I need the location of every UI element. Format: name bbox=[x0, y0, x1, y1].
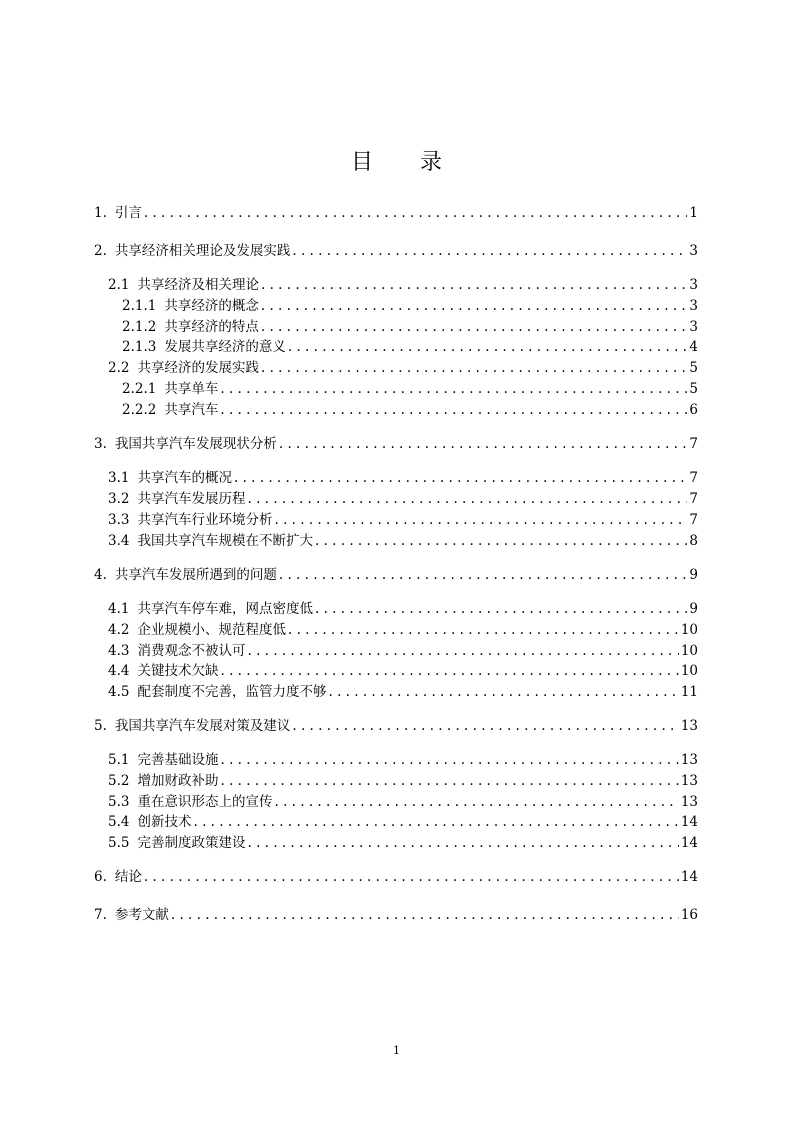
toc-entry-number: 5.4 bbox=[108, 814, 130, 830]
toc-entry-number: 7. bbox=[94, 907, 107, 923]
toc-entry[interactable] bbox=[108, 511, 698, 529]
toc-entry[interactable] bbox=[108, 793, 698, 811]
toc-entry[interactable] bbox=[108, 276, 698, 294]
toc-entry[interactable] bbox=[122, 318, 698, 336]
dot-leader bbox=[292, 242, 687, 260]
toc-entry-number: 3.1 bbox=[108, 470, 130, 486]
toc-entry[interactable] bbox=[108, 469, 698, 487]
dot-leader bbox=[144, 204, 688, 222]
toc-entry-page: 10 bbox=[680, 643, 698, 659]
dot-leader bbox=[220, 662, 678, 680]
dot-leader bbox=[288, 621, 679, 639]
toc-entry[interactable] bbox=[108, 813, 698, 831]
toc-entry[interactable] bbox=[108, 662, 698, 680]
toc-entry-title: 我国共享汽车发展对策及建议 bbox=[114, 718, 291, 734]
toc-entry-page: 13 bbox=[680, 773, 698, 789]
toc-entry-title: 完善基础设施 bbox=[137, 752, 219, 768]
toc-entry-title: 发展共享经济的意义 bbox=[164, 339, 286, 355]
toc-entry[interactable] bbox=[108, 772, 698, 790]
toc-entry-number: 3. bbox=[94, 436, 107, 452]
toc-entry-number: 1. bbox=[94, 205, 107, 221]
toc-entry[interactable] bbox=[94, 204, 698, 222]
dot-leader bbox=[261, 359, 687, 377]
toc-entry-title: 关键技术欠缺 bbox=[137, 663, 219, 679]
toc-entry[interactable] bbox=[108, 834, 698, 852]
toc-entry[interactable] bbox=[94, 435, 698, 453]
toc-entry[interactable] bbox=[108, 490, 698, 508]
toc-entry-title: 增加财政补助 bbox=[137, 773, 219, 789]
dot-leader bbox=[328, 683, 678, 701]
dot-leader bbox=[279, 566, 688, 584]
dot-leader bbox=[247, 490, 687, 508]
toc-entry[interactable] bbox=[108, 683, 698, 701]
toc-entry-title: 重在意识形态上的宣传 bbox=[137, 794, 273, 810]
dot-leader bbox=[261, 318, 688, 336]
toc-entry[interactable] bbox=[122, 297, 698, 315]
toc-entry-title: 共享经济的特点 bbox=[164, 319, 259, 335]
toc-entry-number: 4. bbox=[94, 567, 107, 583]
dot-leader bbox=[220, 401, 687, 419]
toc-entry-page: 13 bbox=[680, 794, 698, 810]
toc-entry-page: 14 bbox=[680, 835, 698, 851]
toc-entry-number: 2.1.2 bbox=[122, 319, 157, 335]
toc-entry-page: 5 bbox=[689, 360, 698, 376]
toc-entry-number: 2.1.1 bbox=[122, 298, 157, 314]
toc-entry-page: 11 bbox=[680, 684, 698, 700]
toc-entry-number: 5.5 bbox=[108, 835, 130, 851]
toc-entry-title: 参考文献 bbox=[114, 907, 169, 923]
dot-leader bbox=[315, 532, 687, 550]
dot-leader bbox=[274, 793, 678, 811]
toc-entry-number: 6. bbox=[94, 869, 107, 885]
toc-entry-number: 4.2 bbox=[108, 622, 130, 638]
toc-entry[interactable] bbox=[108, 621, 698, 639]
toc-entry-number: 4.4 bbox=[108, 663, 130, 679]
toc-entry-number: 2. bbox=[94, 243, 107, 259]
toc-entry-title: 共享经济相关理论及发展实践 bbox=[114, 243, 291, 259]
toc-entry[interactable] bbox=[122, 338, 698, 356]
dot-leader bbox=[220, 772, 678, 790]
toc-entry-number: 3.2 bbox=[108, 491, 130, 507]
dot-leader bbox=[220, 751, 678, 769]
toc-entry-page: 10 bbox=[680, 663, 698, 679]
dot-leader bbox=[247, 834, 678, 852]
dot-leader bbox=[261, 297, 688, 315]
toc-entry-number: 2.2 bbox=[108, 360, 130, 376]
dot-leader bbox=[144, 868, 679, 886]
dot-leader bbox=[274, 511, 687, 529]
toc-entry-title: 共享汽车 bbox=[164, 402, 219, 418]
toc-entry-title: 共享经济的发展实践 bbox=[137, 360, 259, 376]
toc-entry-page: 7 bbox=[689, 512, 698, 528]
toc-entry-title: 结论 bbox=[114, 869, 142, 885]
toc-entry-page: 8 bbox=[689, 533, 698, 549]
toc-entry-title: 完善制度政策建设 bbox=[137, 835, 246, 851]
dot-leader bbox=[315, 600, 687, 618]
toc-entry-page: 7 bbox=[689, 470, 698, 486]
toc-entry-page: 14 bbox=[680, 814, 698, 830]
toc-entry-page: 14 bbox=[680, 869, 698, 885]
toc-entry-number: 4.5 bbox=[108, 684, 130, 700]
toc-entry-page: 3 bbox=[689, 243, 698, 259]
toc-entry-page: 16 bbox=[680, 907, 698, 923]
toc-entry-title: 共享经济及相关理论 bbox=[137, 277, 259, 293]
toc-entry[interactable] bbox=[94, 868, 698, 886]
dot-leader bbox=[261, 276, 687, 294]
toc-entry-number: 2.1.3 bbox=[122, 339, 157, 355]
toc-entry-number: 5.2 bbox=[108, 773, 130, 789]
toc-entry[interactable] bbox=[94, 906, 698, 924]
toc-entry-page: 1 bbox=[689, 205, 698, 221]
toc-entry-title: 共享汽车停车难，网点密度低 bbox=[137, 601, 313, 617]
toc-entry-number: 4.3 bbox=[108, 643, 130, 659]
toc-entry[interactable] bbox=[94, 242, 698, 260]
toc-entry[interactable] bbox=[94, 717, 698, 735]
toc-entry-number: 5. bbox=[94, 718, 107, 734]
toc-entry-title: 创新技术 bbox=[137, 814, 192, 830]
toc-entry[interactable] bbox=[108, 642, 698, 660]
dot-leader bbox=[234, 469, 687, 487]
toc-entry-title: 消费观念不被认可 bbox=[137, 643, 246, 659]
toc-entry-page: 3 bbox=[689, 277, 698, 293]
page-number: 1 bbox=[393, 1044, 400, 1057]
dot-leader bbox=[279, 435, 688, 453]
toc-entry-page: 5 bbox=[689, 381, 698, 397]
toc-entry-title: 共享汽车的概况 bbox=[137, 470, 232, 486]
toc-entry-title: 共享单车 bbox=[164, 381, 219, 397]
toc-entry-title: 共享汽车发展历程 bbox=[137, 491, 246, 507]
toc-entry[interactable] bbox=[108, 359, 698, 377]
toc-entry-title: 我国共享汽车发展现状分析 bbox=[114, 436, 277, 452]
dot-leader bbox=[292, 717, 678, 735]
toc-entry-page: 7 bbox=[689, 436, 698, 452]
toc-entry-page: 4 bbox=[689, 339, 698, 355]
dot-leader bbox=[220, 380, 687, 398]
toc-entry-title: 配套制度不完善，监管力度不够 bbox=[137, 684, 327, 700]
dot-leader bbox=[171, 906, 679, 924]
toc-entry-number: 5.1 bbox=[108, 752, 130, 768]
toc-entry[interactable] bbox=[108, 600, 698, 618]
toc-entry-page: 13 bbox=[680, 752, 698, 768]
toc-entry-page: 6 bbox=[689, 402, 698, 418]
toc-entry-number: 3.3 bbox=[108, 512, 130, 528]
toc-entry-page: 9 bbox=[689, 601, 698, 617]
toc-entry-number: 4.1 bbox=[108, 601, 130, 617]
dot-leader bbox=[247, 642, 678, 660]
toc-entry-number: 2.2.2 bbox=[122, 402, 157, 418]
toc-entry[interactable] bbox=[108, 532, 698, 550]
toc-entry[interactable] bbox=[122, 380, 698, 398]
toc-entry-number: 2.1 bbox=[108, 277, 130, 293]
dot-leader bbox=[288, 338, 688, 356]
toc-entry-title: 企业规模小、规范程度低 bbox=[137, 622, 286, 638]
toc-entry-page: 3 bbox=[689, 319, 698, 335]
toc-entry-page: 7 bbox=[689, 491, 698, 507]
toc-entry-title: 共享汽车发展所遇到的问题 bbox=[114, 567, 277, 583]
toc-entry[interactable] bbox=[122, 401, 698, 419]
toc-entry-number: 2.2.1 bbox=[122, 381, 157, 397]
toc-title: 目 录 bbox=[351, 150, 462, 175]
toc-entry[interactable] bbox=[94, 566, 698, 584]
toc-entry-page: 10 bbox=[680, 622, 698, 638]
toc-entry-number: 5.3 bbox=[108, 794, 130, 810]
toc-entry-page: 3 bbox=[689, 298, 698, 314]
toc-entry[interactable] bbox=[108, 751, 698, 769]
dot-leader bbox=[193, 813, 678, 831]
toc-entry-title: 共享经济的概念 bbox=[164, 298, 259, 314]
toc-entry-title: 共享汽车行业环境分析 bbox=[137, 512, 273, 528]
toc-entry-page: 9 bbox=[689, 567, 698, 583]
toc-entry-title: 引言 bbox=[114, 205, 142, 221]
toc-entry-number: 3.4 bbox=[108, 533, 130, 549]
toc-entry-page: 13 bbox=[680, 718, 698, 734]
toc-entry-title: 我国共享汽车规模在不断扩大 bbox=[137, 533, 313, 549]
